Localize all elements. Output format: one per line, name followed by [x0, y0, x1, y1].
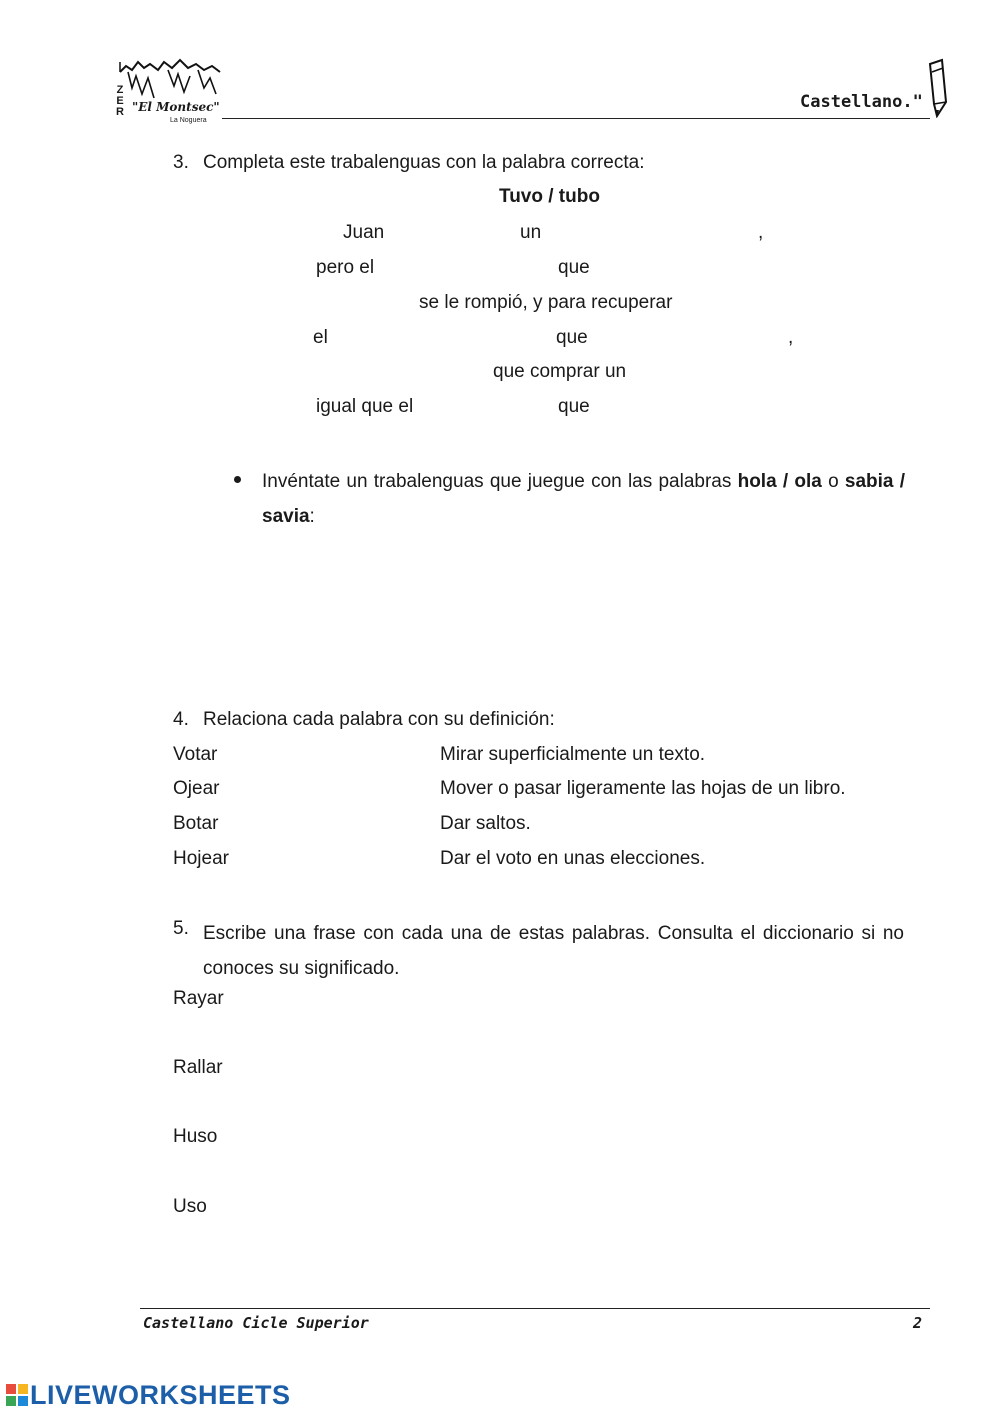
twister-word: que	[556, 327, 588, 348]
sentence-word: Rallar	[173, 1057, 223, 1078]
twister-word: el	[313, 327, 328, 348]
match-word: Ojear	[173, 778, 220, 799]
twister-word: pero el	[316, 257, 375, 278]
logo-zer-letter: Z	[116, 84, 124, 96]
logo-name: "El Montsec"	[132, 100, 220, 114]
twister-word: ,	[758, 222, 764, 243]
exercise3-number: 3.	[173, 152, 189, 173]
exercise4-instruction: Relaciona cada palabra con su definición:	[203, 709, 555, 730]
liveworksheets-logo[interactable]: LIVEWORKSHEETS	[30, 1380, 291, 1410]
twister-word: igual que el	[316, 396, 414, 417]
footer-divider	[140, 1308, 930, 1309]
twister-word: que	[558, 257, 590, 278]
page-number: 2	[913, 1314, 923, 1332]
twister-word: ,	[788, 327, 794, 348]
match-word: Botar	[173, 813, 219, 834]
logo-zer-letter: E	[116, 95, 124, 107]
bullet-bold-words: sabia / savia	[262, 471, 905, 527]
match-word: Votar	[173, 744, 218, 765]
exercise4-number: 4.	[173, 709, 189, 730]
sentence-word: Huso	[173, 1126, 218, 1147]
exercise5-number: 5.	[173, 918, 189, 939]
footer-course: Castellano Cicle Superior	[143, 1314, 369, 1332]
bullet-bold-words: hola / ola	[737, 471, 822, 492]
liveworksheets-icon	[6, 1384, 28, 1406]
logo-subtitle: La Noguera	[170, 117, 207, 124]
bullet-text: :	[309, 506, 315, 527]
exercise3-instruction: Completa este trabalenguas con la palabra correcta:	[203, 152, 645, 173]
twister-line: que comprar un	[493, 361, 627, 382]
match-definition: Mirar superficialmente un texto.	[440, 744, 706, 765]
header-divider	[222, 118, 930, 119]
twister-word: un	[520, 222, 542, 243]
twister-line: se le rompió, y para recuperar	[419, 292, 673, 313]
bullet-icon	[234, 476, 241, 483]
exercise3-options: Tuvo / tubo	[499, 186, 600, 207]
mountain-icon	[118, 58, 222, 102]
logo-zer-letter: R	[116, 106, 124, 118]
twister-word: Juan	[343, 222, 385, 243]
pencil-icon	[926, 58, 948, 123]
twister-word: que	[558, 396, 590, 417]
match-definition: Dar el voto en unas elecciones.	[440, 848, 706, 869]
bullet-task	[262, 464, 905, 534]
bullet-text: Invéntate un trabalenguas que juegue con las palabras	[262, 471, 738, 492]
match-word: Hojear	[173, 848, 229, 869]
sentence-word: Uso	[173, 1196, 207, 1217]
match-definition: Mover o pasar ligeramente las hojas de un libro.	[440, 778, 846, 799]
header-subject: Castellano."	[800, 92, 923, 112]
match-definition: Dar saltos.	[440, 813, 531, 834]
logo-zer	[115, 85, 125, 118]
sentence-word: Rayar	[173, 988, 224, 1009]
bullet-text: o	[821, 471, 845, 492]
exercise5-instruction: Escribe una frase con cada una de estas palabras. Consulta el diccionario si no conoces su significado.	[203, 923, 904, 979]
